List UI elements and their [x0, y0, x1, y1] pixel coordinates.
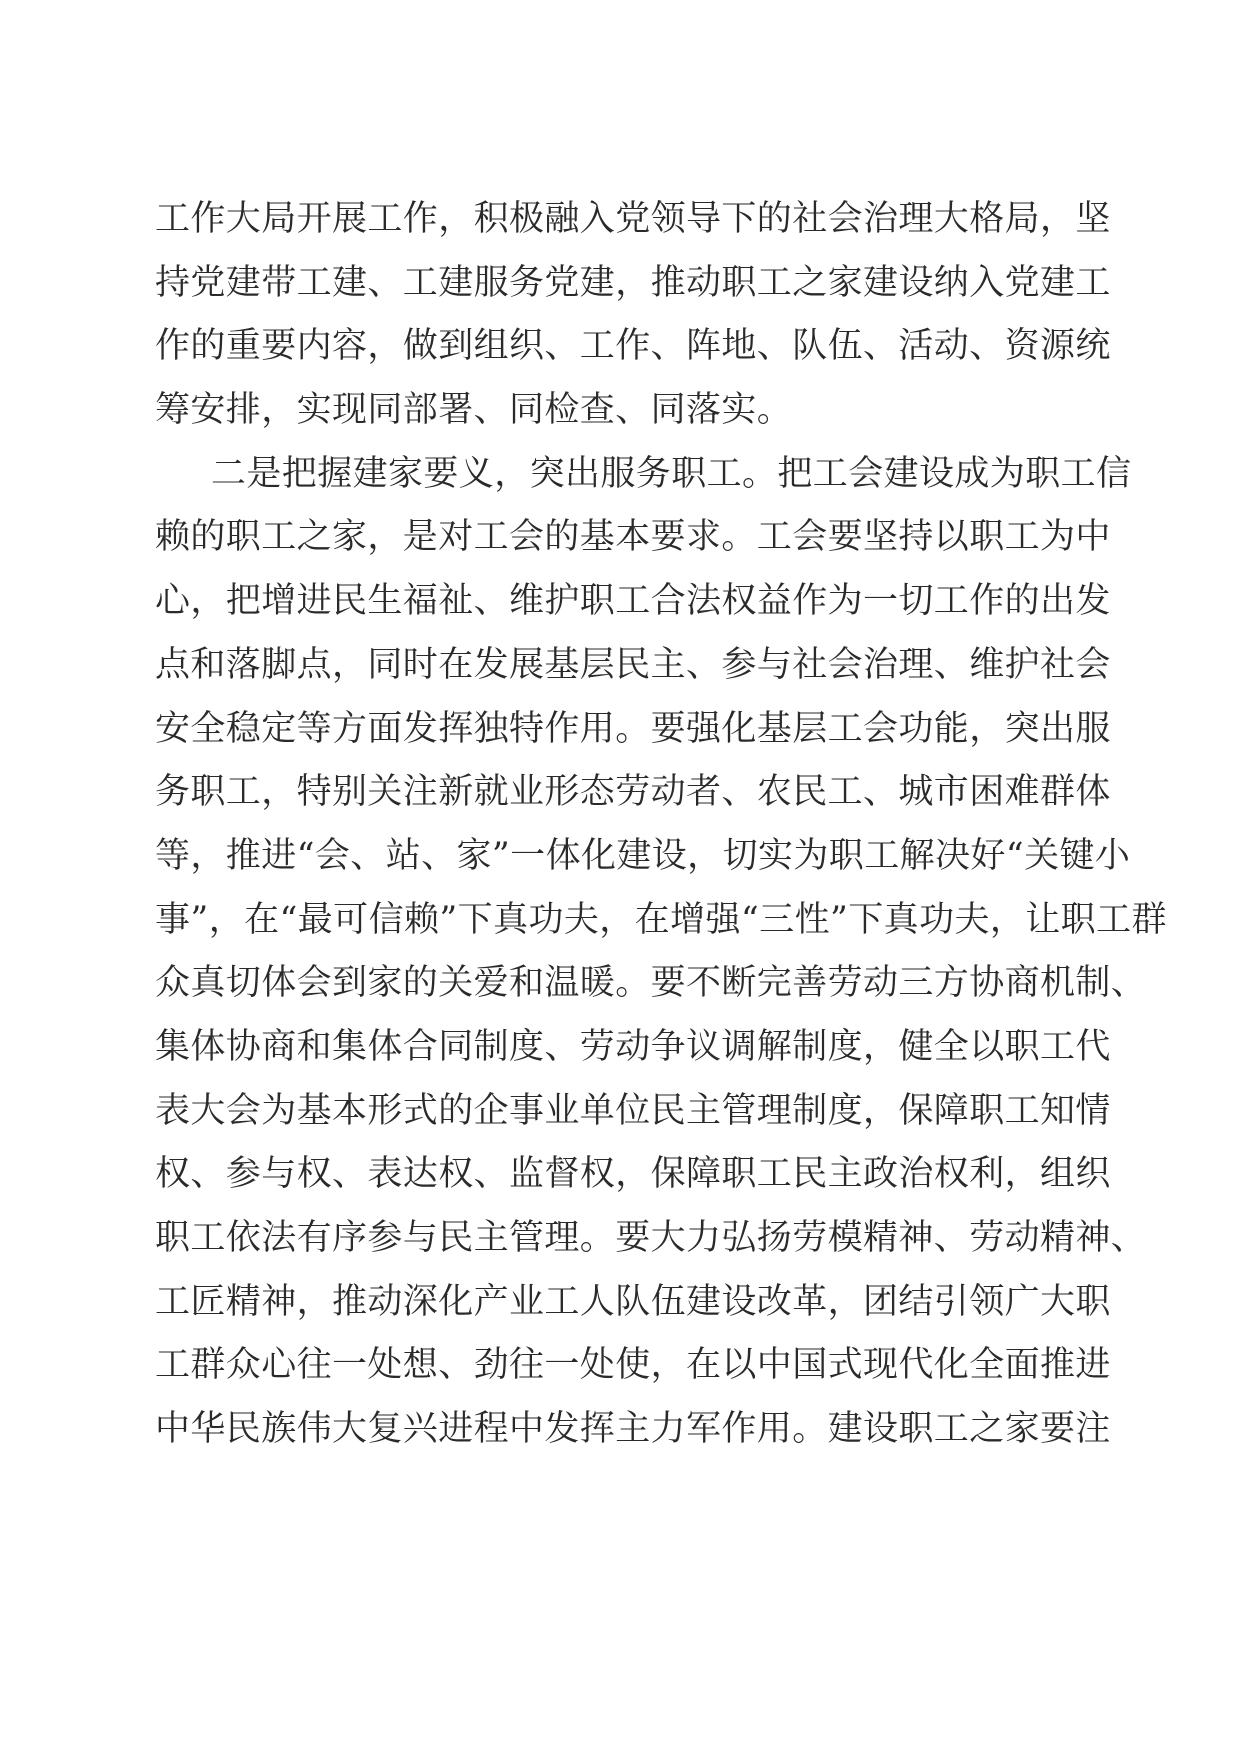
text-line: 表大会为基本形式的企事业单位民主管理制度，保障职工知情	[155, 1090, 1111, 1131]
text-line: 工群众心往一处想、劲往一处使，在以中国式现代化全面推进	[155, 1345, 1111, 1386]
text-line: 等，推进“会、站、家”一体化建设，切实为职工解决好“关键小	[155, 835, 1131, 876]
text-line: 众真切体会到家的关爱和温暖。要不断完善劳动三方协商机制、	[155, 963, 1147, 1004]
text-line: 安全稳定等方面发挥独特作用。要强化基层工会功能，突出服	[155, 708, 1111, 749]
text-line: 点和落脚点，同时在发展基层民主、参与社会治理、维护社会	[155, 644, 1111, 685]
text-line: 作的重要内容，做到组织、工作、阵地、队伍、活动、资源统	[155, 326, 1111, 367]
text-line: 工匠精神，推动深化产业工人队伍建设改革，团结引领广大职	[155, 1281, 1111, 1322]
text-line: 赖的职工之家，是对工会的基本要求。工会要坚持以职工为中	[155, 517, 1111, 558]
paragraph-first-line: 二是把握建家要义，突出服务职工。把工会建设成为职工信	[211, 453, 1132, 494]
text-line: 集体协商和集体合同制度、劳动争议调解制度，健全以职工代	[155, 1026, 1111, 1067]
text-line: 权、参与权、表达权、监督权，保障职工民主政治权利，组织	[155, 1154, 1111, 1195]
text-line: 职工依法有序参与民主管理。要大力弘扬劳模精神、劳动精神、	[155, 1218, 1147, 1258]
text-line: 中华民族伟大复兴进程中发挥主力军作用。建设职工之家要注	[155, 1409, 1111, 1450]
text-line: 心，把增进民生福祉、维护职工合法权益作为一切工作的出发	[155, 581, 1111, 622]
text-line: 务职工，特别关注新就业形态劳动者、农民工、城市困难群体	[155, 772, 1111, 813]
text-line: 工作大局开展工作，积极融入党领导下的社会治理大格局，坚	[155, 199, 1111, 239]
body-text	[155, 188, 1167, 1462]
text-line: 持党建带工建、工建服务党建，推动职工之家建设纳入党建工	[155, 262, 1111, 303]
text-line: 事”，在“最可信赖”下真功夫，在增强“三性”下真功夫，让职工群	[155, 899, 1167, 940]
text-line: 筹安排，实现同部署、同检查、同落实。	[155, 390, 793, 431]
